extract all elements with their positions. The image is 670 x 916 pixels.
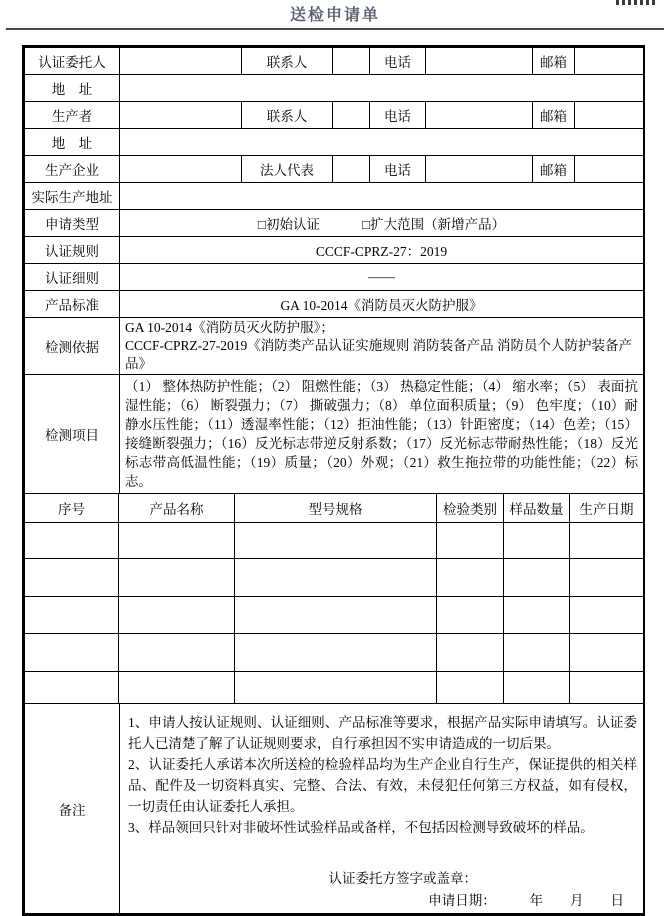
production-site-cell[interactable] <box>120 183 644 210</box>
product-cell[interactable] <box>235 559 437 597</box>
product-cell[interactable] <box>25 559 119 597</box>
header-sample-quantity: 样品数量 <box>504 494 570 523</box>
title-divider <box>6 28 664 30</box>
product-cell[interactable] <box>437 634 504 672</box>
header-product-name: 产品名称 <box>119 494 235 523</box>
producer-contact-cell[interactable] <box>333 102 370 129</box>
product-standard-value: GA 10-2014《消防员灭火防护服》 <box>120 291 644 318</box>
producer-address-row <box>25 129 644 156</box>
producer-phone-cell[interactable] <box>426 102 533 129</box>
remarks-label: 备注 <box>25 704 120 914</box>
product-header-row <box>25 494 644 523</box>
test-items-value: （1） 整体热防护性能；（2） 阻燃性能；（3） 热稳定性能；（4） 缩水率；（5） 表面抗湿性能；（6） 断裂强力；（7） 撕破强力；（8） 单位面积质量；（9） 色牢度；（10）耐静水压性能；（11）透湿率性能；（12）拒油性能；（13）针距密度；（14）色差；（15）接缝断裂强力；（16）反光标志带逆反射系数；（17）反光标志带耐热性能；（18）反光标志带高低温性能；（19）质量；（20）外观；（21）救生拖拉带的功能性能；（22）标志。 <box>120 375 644 494</box>
product-cell[interactable] <box>437 559 504 597</box>
product-cell[interactable] <box>119 672 235 704</box>
producer-phone-label: 电话 <box>370 102 426 129</box>
applicant-row <box>25 48 644 75</box>
certification-detail-label: 认证细则 <box>25 264 120 291</box>
product-cell[interactable] <box>570 634 644 672</box>
manufacturer-row <box>25 156 644 183</box>
applicant-contact-label: 联系人 <box>242 48 333 75</box>
product-standard-label: 产品标准 <box>25 291 120 318</box>
test-basis-line2: CCCF-CPRZ-27-2019《消防类产品认证实施规则 消防装备产品 消防员个人防护装备产品》 <box>125 338 633 371</box>
remarks-table <box>24 703 644 914</box>
application-form <box>22 45 645 916</box>
header-model-spec: 型号规格 <box>235 494 437 523</box>
signature-label: 认证委托方签字或盖章： <box>328 871 477 886</box>
product-cell[interactable] <box>504 559 570 597</box>
product-cell[interactable] <box>570 523 644 559</box>
product-cell[interactable] <box>504 672 570 704</box>
manufacturer-phone-cell[interactable] <box>426 156 533 183</box>
producer-row <box>25 102 644 129</box>
producer-address-label: 地 址 <box>25 129 120 156</box>
product-cell[interactable] <box>119 523 235 559</box>
remark-item-1: 1、申请人按认证规则、认证细则、产品标准等要求，根据产品实际申请填写。认证委托人已清楚了解了认证规则要求，自行承担因不实申请造成的一切后果。 <box>128 715 637 751</box>
production-site-label: 实际生产地址 <box>25 183 120 210</box>
applicant-name-cell[interactable] <box>120 48 242 75</box>
producer-address-cell[interactable] <box>120 129 644 156</box>
manufacturer-phone-label: 电话 <box>370 156 426 183</box>
product-table <box>24 493 644 704</box>
producer-email-cell[interactable] <box>575 102 644 129</box>
test-basis-line1: GA 10-2014《消防员灭火防护服》； <box>125 320 334 335</box>
test-basis-label: 检测依据 <box>25 318 120 375</box>
applicant-email-cell[interactable] <box>575 48 644 75</box>
product-cell[interactable] <box>437 597 504 634</box>
product-cell[interactable] <box>570 597 644 634</box>
test-items-row <box>25 375 644 494</box>
test-items-label: 检测项目 <box>25 375 120 494</box>
applicant-contact-cell[interactable] <box>333 48 370 75</box>
applicant-phone-cell[interactable] <box>426 48 533 75</box>
product-row <box>25 523 644 559</box>
product-cell[interactable] <box>25 523 119 559</box>
certification-detail-row <box>25 264 644 291</box>
certification-detail-value: —— <box>120 264 644 291</box>
application-type-label: 申请类型 <box>25 210 120 237</box>
product-cell[interactable] <box>235 523 437 559</box>
application-type-cell <box>120 210 644 237</box>
application-type-row <box>25 210 644 237</box>
product-cell[interactable] <box>504 634 570 672</box>
product-row <box>25 634 644 672</box>
certification-rule-value: CCCF-CPRZ-27：2019 <box>120 237 644 264</box>
remarks-content <box>120 704 644 914</box>
applicant-phone-label: 电话 <box>370 48 426 75</box>
header-inspection-type: 检验类别 <box>437 494 504 523</box>
product-cell[interactable] <box>235 634 437 672</box>
page-title: 送检申请单 <box>289 7 380 24</box>
product-cell[interactable] <box>570 672 644 704</box>
applicant-address-label: 地 址 <box>25 75 120 102</box>
test-basis-row <box>25 318 644 375</box>
product-cell[interactable] <box>119 634 235 672</box>
producer-contact-label: 联系人 <box>242 102 333 129</box>
product-cell[interactable] <box>504 597 570 634</box>
applicant-label: 认证委托人 <box>25 48 120 75</box>
applicant-email-label: 邮箱 <box>533 48 575 75</box>
product-row <box>25 559 644 597</box>
product-cell[interactable] <box>25 597 119 634</box>
checkbox-initial-certification[interactable]: □初始认证 <box>257 217 320 232</box>
product-cell[interactable] <box>235 672 437 704</box>
applicant-info-table <box>24 47 644 494</box>
certification-rule-row <box>25 237 644 264</box>
application-date-line: 申请日期： 年 月 日 <box>428 893 624 908</box>
applicant-address-cell[interactable] <box>120 75 644 102</box>
producer-email-label: 邮箱 <box>533 102 575 129</box>
product-row <box>25 672 644 704</box>
product-cell[interactable] <box>504 523 570 559</box>
product-cell[interactable] <box>570 559 644 597</box>
product-cell[interactable] <box>25 634 119 672</box>
applicant-address-row <box>25 75 644 102</box>
manufacturer-email-cell[interactable] <box>575 156 644 183</box>
header-production-date: 生产日期 <box>570 494 644 523</box>
producer-name-cell[interactable] <box>120 102 242 129</box>
manufacturer-name-cell[interactable] <box>120 156 242 183</box>
product-cell[interactable] <box>437 523 504 559</box>
producer-label: 生产者 <box>25 102 120 129</box>
certification-rule-label: 认证规则 <box>25 237 120 264</box>
product-cell[interactable] <box>235 597 437 634</box>
corner-print-artifact <box>616 0 658 5</box>
remarks-row <box>25 704 644 914</box>
remark-item-3: 3、样品领回只针对非破坏性试验样品或备样，不包括因检测导致破坏的样品。 <box>128 820 594 835</box>
checkbox-scope-expansion[interactable]: □扩大范围（新增产品） <box>362 217 506 232</box>
remark-item-2: 2、认证委托人承诺本次所送检的检验样品均为生产企业自行生产，保证提供的相关样品、配件及一切资料真实、完整、合法、有效，未侵犯任何第三方权益，如有侵权，一切责任由认证委托人承担。 <box>128 757 637 814</box>
legal-rep-label: 法人代表 <box>242 156 333 183</box>
production-site-row <box>25 183 644 210</box>
product-cell[interactable] <box>119 559 235 597</box>
product-cell[interactable] <box>119 597 235 634</box>
product-cell[interactable] <box>437 672 504 704</box>
product-row <box>25 597 644 634</box>
product-standard-row <box>25 291 644 318</box>
legal-rep-cell[interactable] <box>333 156 370 183</box>
header-serial-number: 序号 <box>25 494 119 523</box>
product-cell[interactable] <box>25 672 119 704</box>
signature-line <box>128 868 637 889</box>
test-basis-value <box>120 318 644 375</box>
manufacturer-label: 生产企业 <box>25 156 120 183</box>
manufacturer-email-label: 邮箱 <box>533 156 575 183</box>
